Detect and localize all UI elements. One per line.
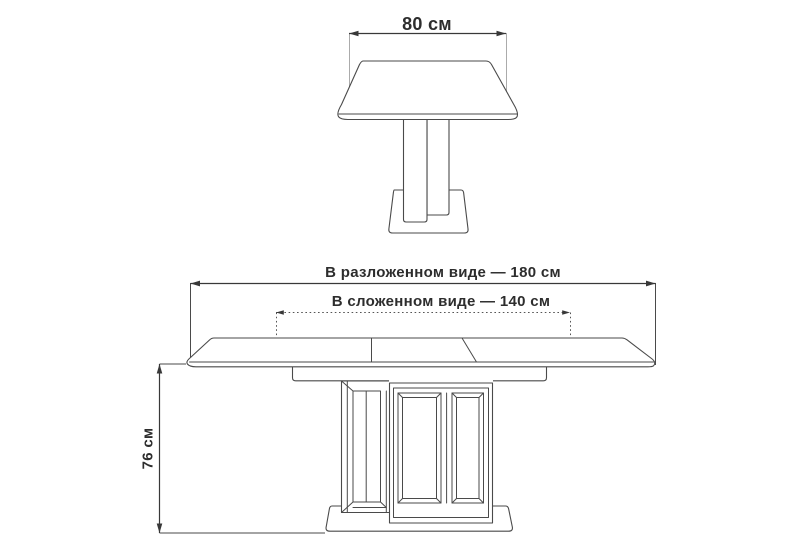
pedestal-column-back — [427, 110, 449, 215]
height-label: 76 см — [139, 427, 157, 470]
folded-width-label: В сложенном виде — 140 см — [331, 293, 551, 310]
width-dimension-label: 80 см — [402, 14, 452, 34]
pedestal-frame-front — [389, 380, 493, 524]
pedestal-column-front — [404, 110, 428, 222]
pedestal-frame-back — [342, 381, 392, 513]
tabletop-side — [338, 61, 518, 120]
extended-width-label: В разложенном виде — 180 см — [325, 264, 561, 281]
